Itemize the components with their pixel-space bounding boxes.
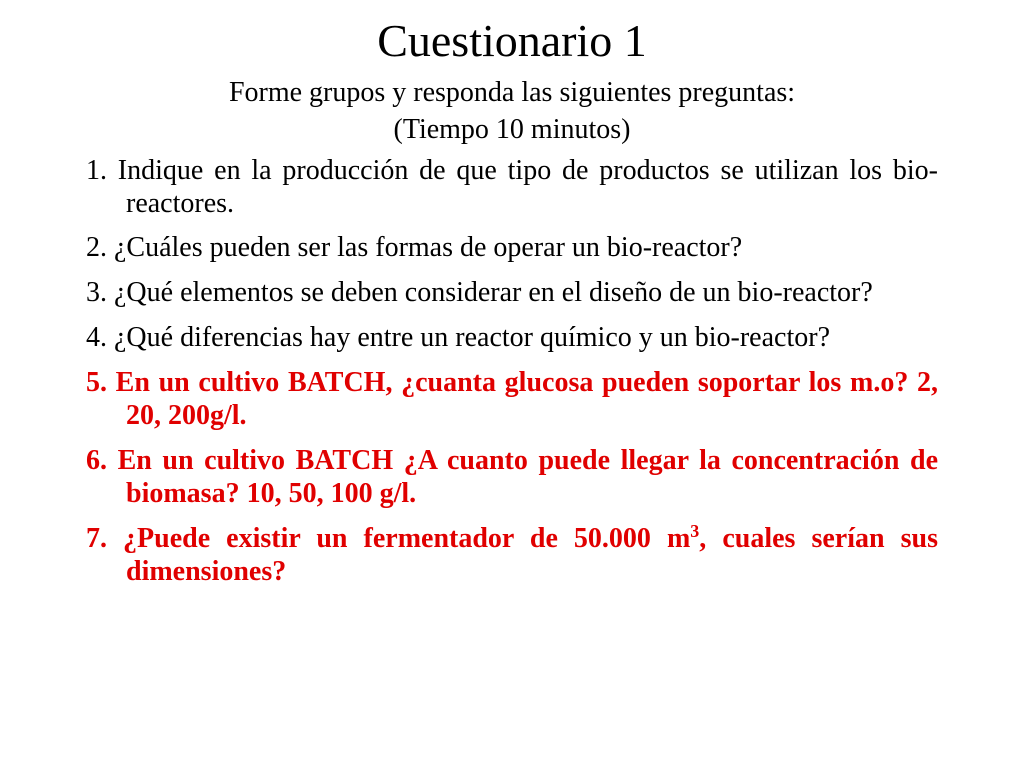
question-7-text-after: , cuales serían sus dimensiones? xyxy=(126,523,938,587)
question-7 xyxy=(86,522,938,588)
question-list xyxy=(86,154,938,600)
subtitle-instructions: Forme grupos y responda las siguientes preguntas: xyxy=(228,77,796,108)
question-4: 4. ¿Qué diferencias hay entre un reactor químico y un bio-reactor? xyxy=(86,322,830,353)
subtitle-time-limit: (Tiempo 10 minutos) xyxy=(393,114,631,145)
question-5: 5. En un cultivo BATCH, ¿cuanta glucosa pueden soportar los m.o? 2, 20, 200g/l. xyxy=(86,367,938,431)
question-2: 2. ¿Cuáles pueden ser las formas de operar un bio-reactor? xyxy=(86,232,743,263)
question-3: 3. ¿Qué elementos se deben considerar en el diseño de un bio-reactor? xyxy=(86,277,873,308)
question-6: 6. En un cultivo BATCH ¿A cuanto puede llegar la concentración de biomasa? 10, 50, 100 g/l. xyxy=(86,445,938,509)
question-1: 1. Indique en la producción de que tipo de productos se utilizan los bio-reactores. xyxy=(86,155,938,219)
slide-subtitle xyxy=(0,74,1024,148)
question-7-text-before: 7. ¿Puede existir un fermentador de 50.000 m xyxy=(86,523,691,554)
slide-title: Cuestionario 1 xyxy=(377,15,647,66)
question-7-superscript: 3 xyxy=(690,521,700,541)
